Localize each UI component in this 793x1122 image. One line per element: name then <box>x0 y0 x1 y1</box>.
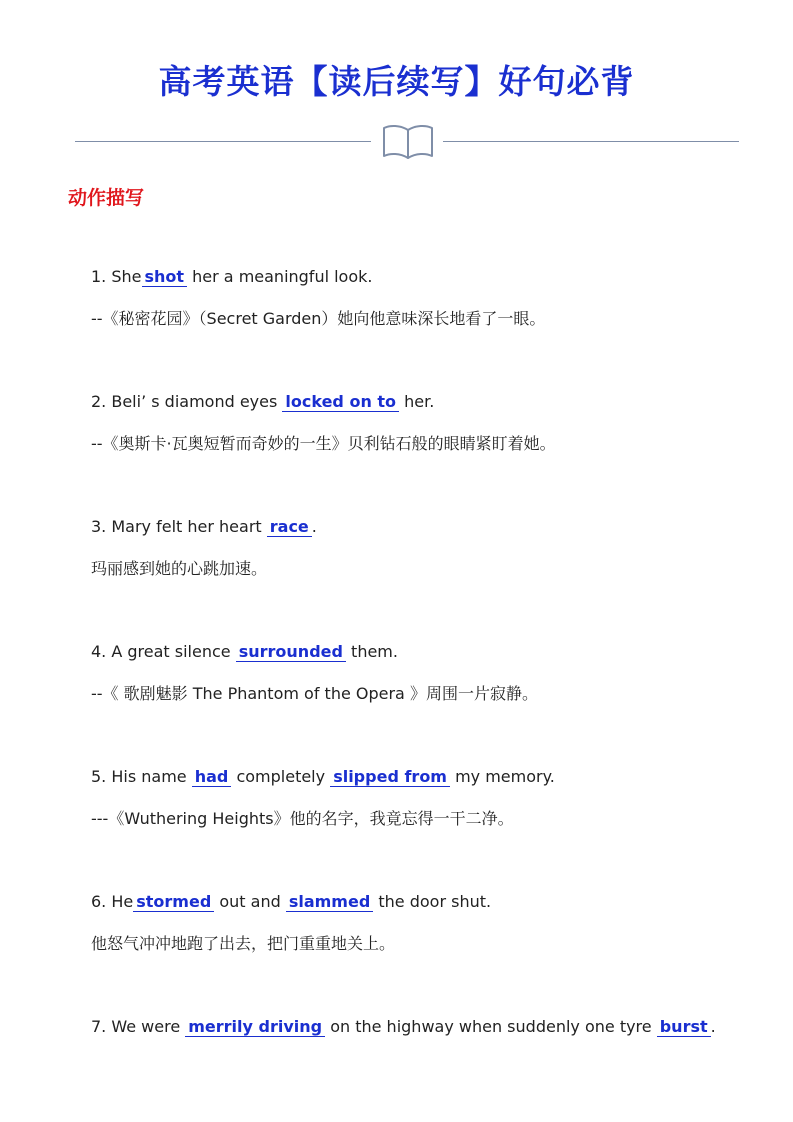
sentence-text: out and <box>214 892 286 911</box>
sentence-english <box>91 764 761 790</box>
open-book-icon <box>380 122 436 162</box>
sentence-text: the door shut. <box>373 892 492 911</box>
sentence-english <box>91 514 761 540</box>
sentence-item <box>91 764 761 832</box>
divider-line-left <box>75 141 371 142</box>
answer-blank: race <box>267 517 312 537</box>
sentence-english <box>91 389 761 415</box>
sentence-translation: 玛丽感到她的心跳加速。 <box>91 559 268 578</box>
sentence-text: on the highway when suddenly one tyre <box>325 1017 657 1036</box>
sentence-item <box>91 639 761 707</box>
sentence-item <box>91 889 761 957</box>
sentence-item <box>91 1014 761 1040</box>
sentence-text: completely <box>231 767 331 786</box>
sentence-item <box>91 389 761 457</box>
answer-blank: surrounded <box>236 642 346 662</box>
sentence-text: her a meaningful look. <box>187 267 373 286</box>
sentence-english <box>91 639 761 665</box>
sentence-text: . <box>710 1017 716 1036</box>
title-divider <box>75 120 739 164</box>
answer-blank: had <box>192 767 232 787</box>
sentence-text: her. <box>399 392 435 411</box>
sentence-translation: --《秘密花园》（Secret Garden）她向他意味深长地看了一眼。 <box>91 309 546 328</box>
sentence-text: . <box>311 517 317 536</box>
answer-blank: burst <box>657 1017 711 1037</box>
sentence-text: 5. His name <box>91 767 192 786</box>
answer-blank: stormed <box>133 892 214 912</box>
answer-blank: shot <box>142 267 188 287</box>
sentence-english <box>91 889 761 915</box>
sentence-text: 2. Beli’ s diamond eyes <box>91 392 283 411</box>
sentence-english <box>91 1014 761 1040</box>
sentence-text: them. <box>345 642 398 661</box>
sentence-text: my memory. <box>449 767 555 786</box>
answer-blank: locked on to <box>282 392 399 412</box>
sentence-text: 1. She <box>91 267 142 286</box>
sentence-translation: 他怒气冲冲地跑了出去，把门重重地关上。 <box>91 934 396 953</box>
answer-blank: slammed <box>286 892 373 912</box>
sentence-item <box>91 514 761 582</box>
answer-blank: slipped from <box>330 767 450 787</box>
sentence-english <box>91 264 761 290</box>
section-heading: 动作描写 <box>68 187 145 209</box>
sentence-item <box>91 264 761 332</box>
sentence-text: 7. We were <box>91 1017 186 1036</box>
sentence-text: 3. Mary felt her heart <box>91 517 267 536</box>
sentence-text: 4. A great silence <box>91 642 236 661</box>
sentence-translation: ---《Wuthering Heights》他的名字，我竟忘得一干二净。 <box>91 809 514 828</box>
sentence-translation: --《 歌剧魅影 The Phantom of the Opera 》周围一片寂静。 <box>91 684 538 703</box>
divider-line-right <box>443 141 739 142</box>
sentence-translation: --《奥斯卡·瓦奥短暂而奇妙的一生》贝利钻石般的眼睛紧盯着她。 <box>91 434 556 453</box>
sentence-text: 6. He <box>91 892 134 911</box>
answer-blank: merrily driving <box>185 1017 325 1037</box>
page-title: 高考英语【读后续写】好句必背 <box>158 62 635 101</box>
